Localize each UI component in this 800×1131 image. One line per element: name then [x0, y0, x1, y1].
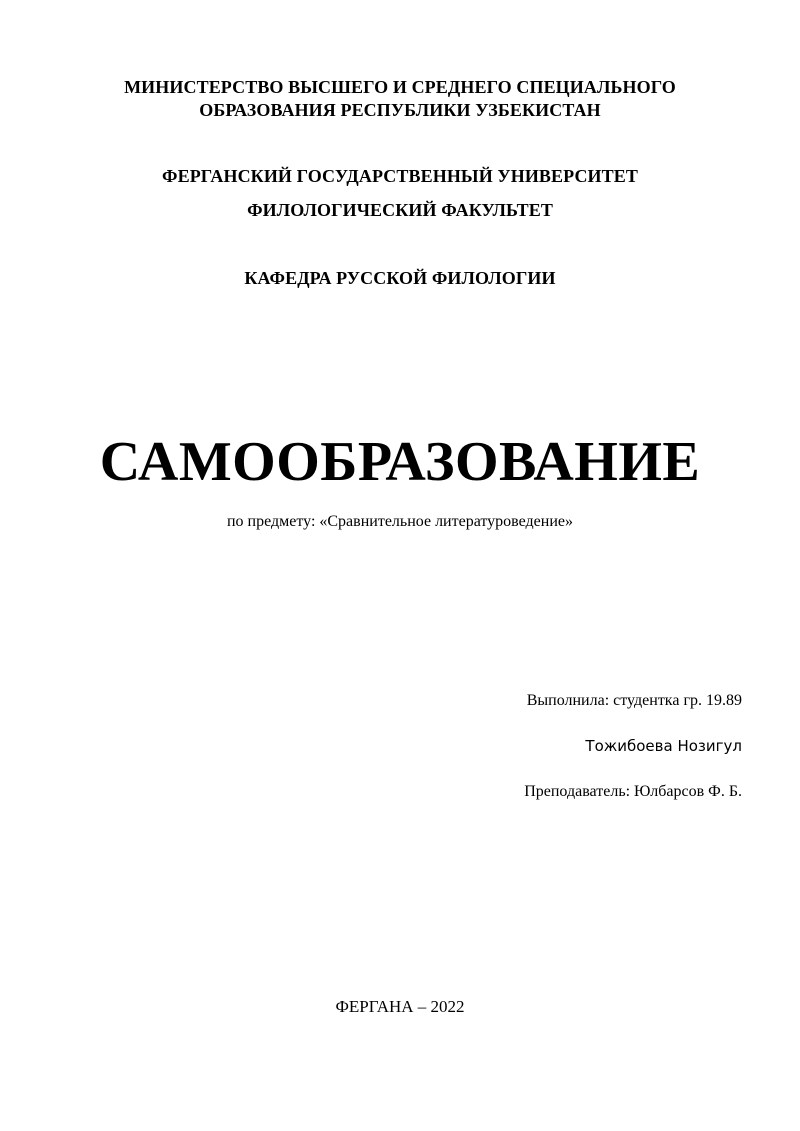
ministry-heading-line2: ОБРАЗОВАНИЯ РЕСПУБЛИКИ УЗБЕКИСТАН: [199, 100, 601, 120]
faculty-heading: ФИЛОЛОГИЧЕСКИЙ ФАКУЛЬТЕТ: [247, 200, 553, 220]
teacher-line: Преподаватель: Юлбарсов Ф. Б.: [524, 783, 742, 800]
ministry-heading-line1: МИНИСТЕРСТВО ВЫСШЕГО И СРЕДНЕГО СПЕЦИАЛЬНОГО: [124, 77, 676, 97]
student-name: Тожибоева Нозигул: [585, 737, 742, 755]
university-heading: ФЕРГАНСКИЙ ГОСУДАРСТВЕННЫЙ УНИВЕРСИТЕТ: [162, 166, 638, 186]
department-heading: КАФЕДРА РУССКОЙ ФИЛОЛОГИИ: [244, 268, 556, 288]
completed-by-line: Выполнила: студентка гр. 19.89: [526, 692, 742, 709]
subject-line: по предмету: «Сравнительное литературоведение»: [226, 513, 573, 530]
document-title: САМООБРАЗОВАНИЕ: [99, 431, 701, 493]
city-year-footer: ФЕРГАНА – 2022: [335, 997, 465, 1016]
